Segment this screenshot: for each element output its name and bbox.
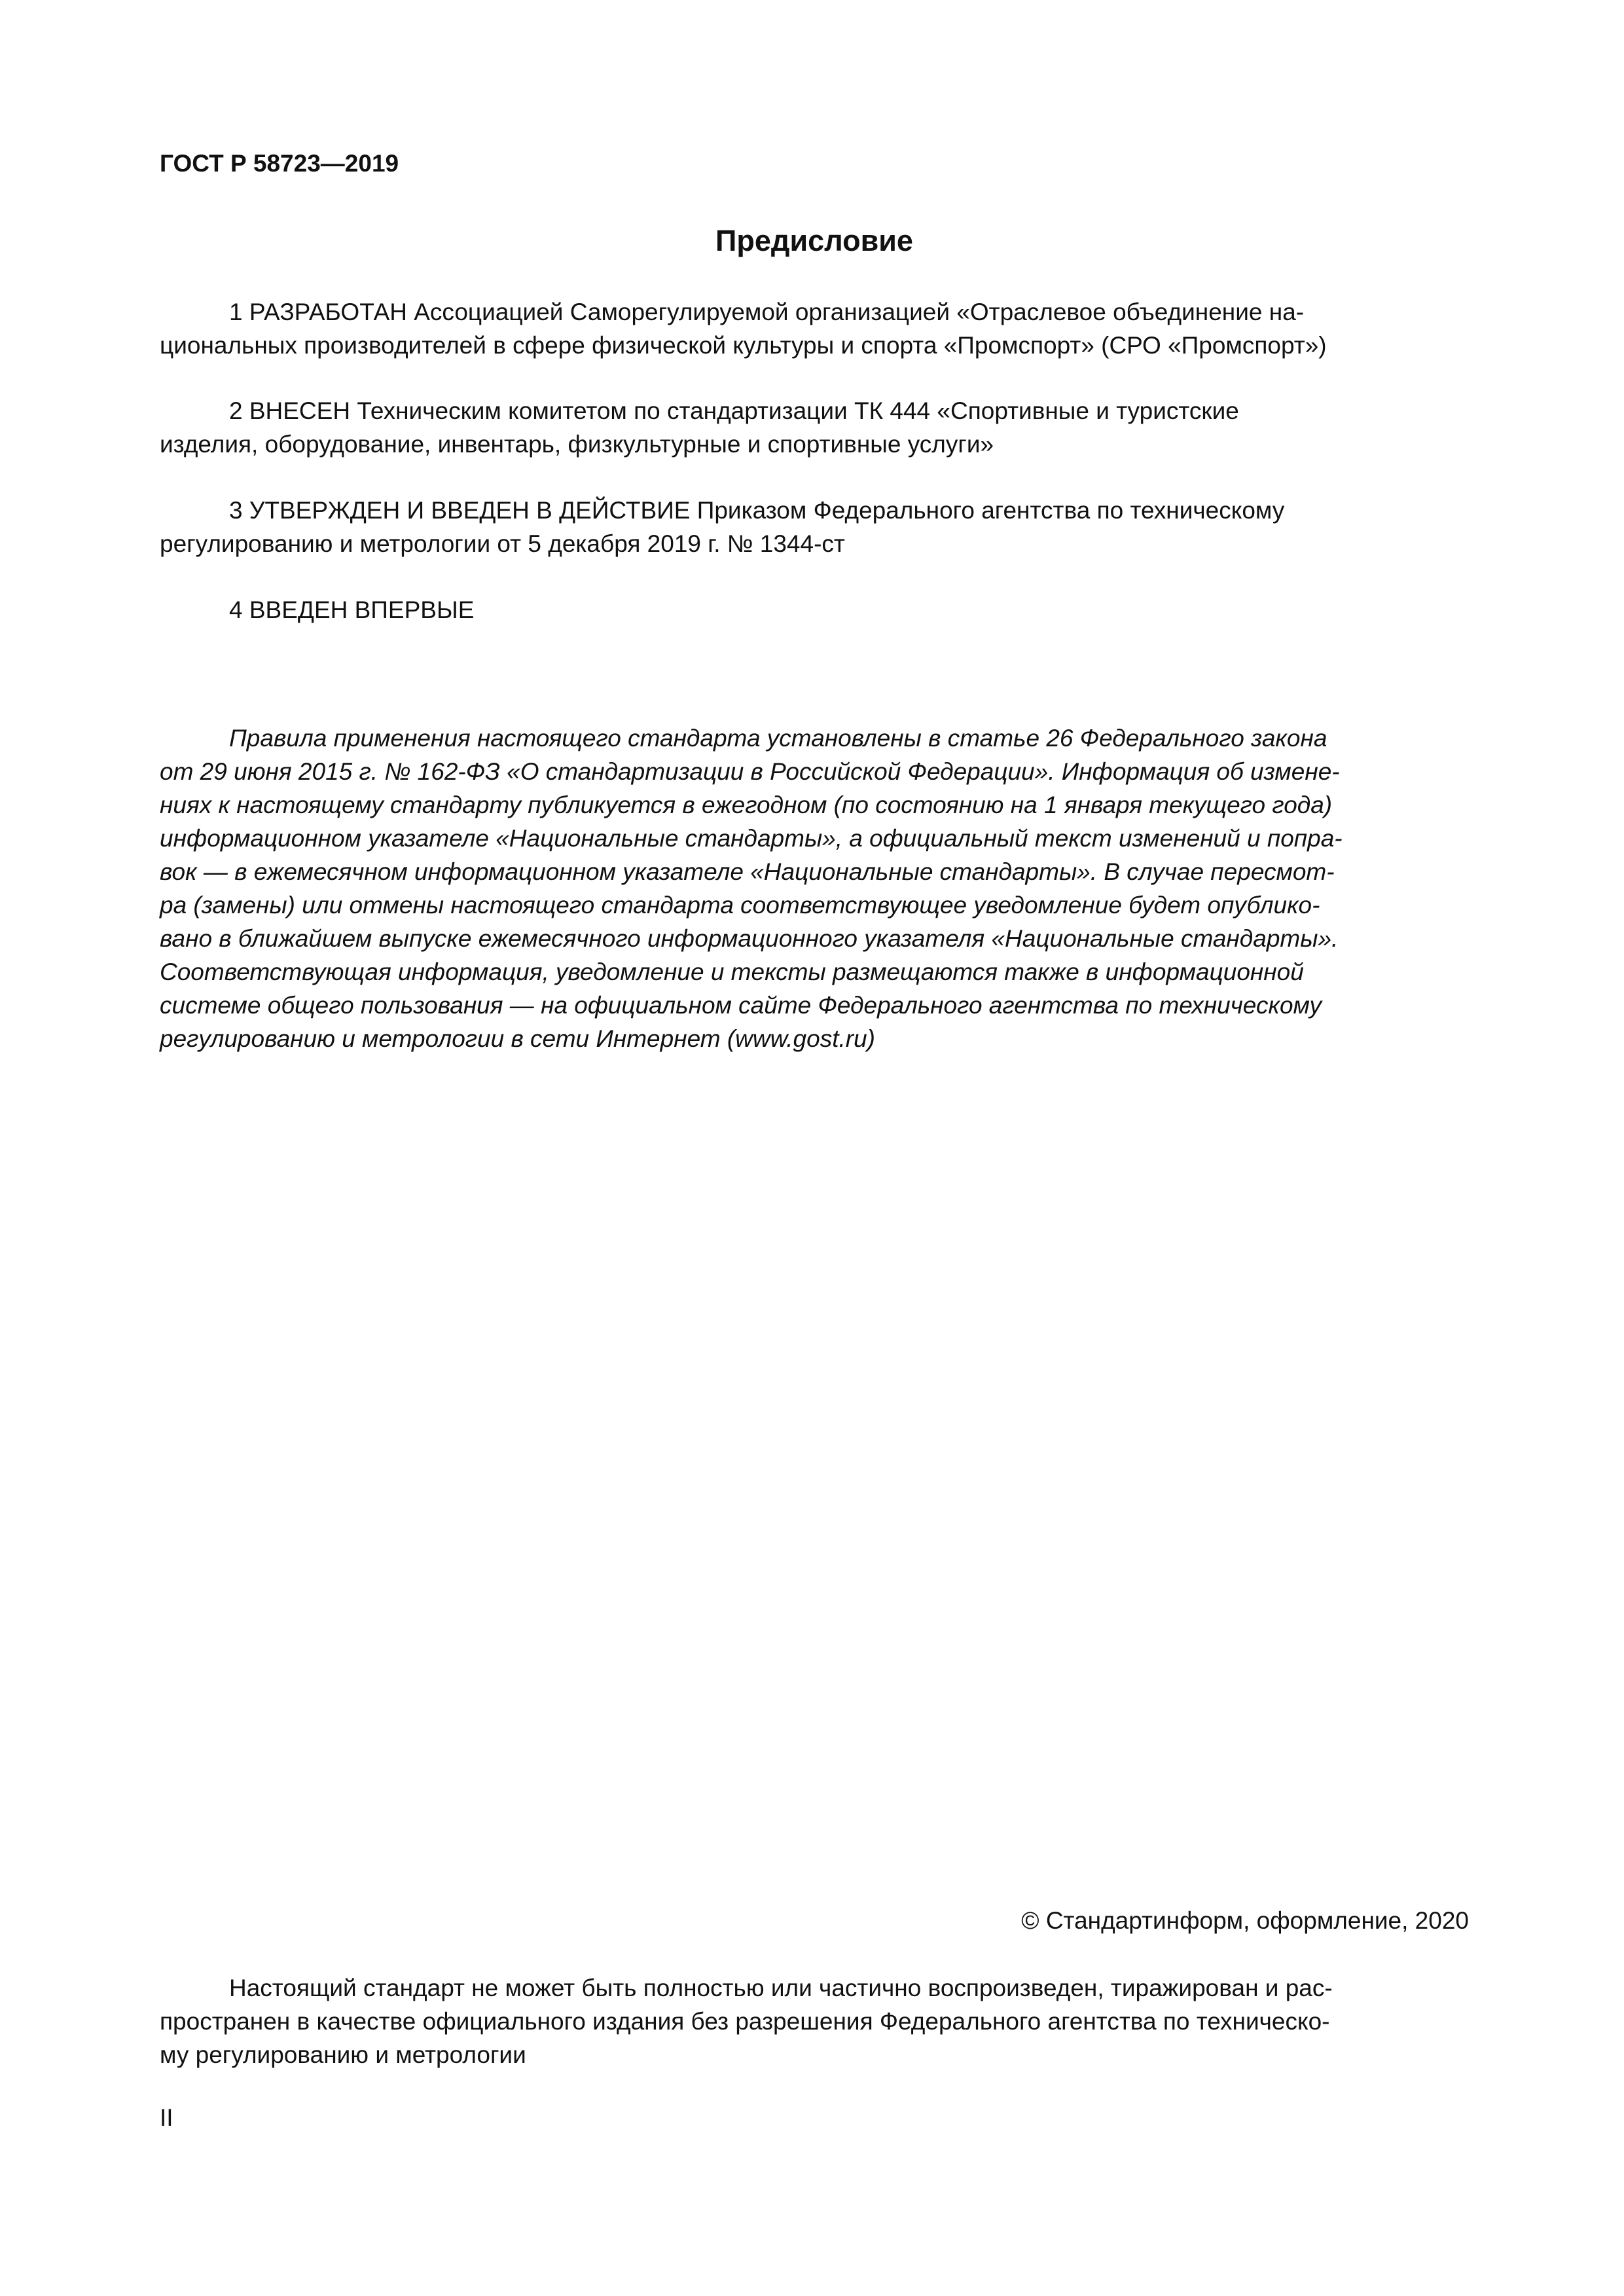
preface-item-2 [160,394,1469,461]
notice-line: ра (замены) или отмены настоящего стандарта соответствующее уведомление будет опублико- [160,892,1320,919]
preface-item-3 [160,494,1469,560]
preface-item-1-line-2: циональных производителей в сфере физической культуры и спорта «Промспорт» (СРО «Промспорт») [160,332,1327,359]
reproduction-line: му регулированию и метрологии [160,2041,526,2068]
notice-line: вок — в ежемесячном информационном указателе «Национальные стандарты». В случае пересмот- [160,858,1335,885]
application-rules-notice [160,721,1469,1055]
notice-line: информационном указателе «Национальные стандарты», а официальный текст изменений и попра- [160,825,1343,852]
preface-item-2-line-1: 2 ВНЕСЕН Техническим комитетом по стандартизации ТК 444 «Спортивные и туристские [229,397,1239,424]
preface-item-3-line-2: регулированию и метрологии от 5 декабря 2019 г. № 1344-ст [160,530,845,557]
preface-item-3-line-1: 3 УТВЕРЖДЕН И ВВЕДЕН В ДЕЙСТВИЕ Приказом Федерального агентства по техническому [229,497,1285,524]
notice-line: системе общего пользования — на официальном сайте Федерального агентства по техническому [160,992,1322,1019]
page-number: II [160,2104,173,2131]
notice-line: вано в ближайшем выпуске ежемесячного информационного указателя «Национальные стандарты». [160,925,1339,952]
notice-line: ниях к настоящему стандарту публикуется в ежегодном (по состоянию на 1 января текущего года) [160,792,1333,818]
copyright-notice: © Стандартинформ, оформление, 2020 [1021,1907,1469,1934]
preface-item-1-line-1: 1 РАЗРАБОТАН Ассоциацией Саморегулируемой организацией «Отраслевое объединение на- [229,299,1305,325]
reproduction-notice [160,1971,1469,2071]
notice-line: Соответствующая информация, уведомление и тексты размещаются также в информационной [160,958,1304,985]
document-code: ГОСТ Р 58723—2019 [160,150,399,177]
preface-item-2-line-2: изделия, оборудование, инвентарь, физкультурные и спортивные услуги» [160,431,994,458]
notice-line: регулированию и метрологии в сети Интернет (www.gost.ru) [160,1025,875,1052]
notice-line: от 29 июня 2015 г. № 162-ФЗ «О стандартизации в Российской Федерации». Информация об измене- [160,758,1340,785]
page-title: Предисловие [715,224,913,257]
notice-line: Правила применения настоящего стандарта установлены в статье 26 Федерального закона [229,725,1327,752]
reproduction-line: Настоящий стандарт не может быть полностью или частично воспроизведен, тиражирован и рас- [229,1975,1333,2001]
preface-item-1 [160,295,1469,362]
preface-item-4-line-1: 4 ВВЕДЕН ВПЕРВЫЕ [229,596,475,623]
reproduction-line: пространен в качестве официального издания без разрешения Федерального агентства по техническо- [160,2008,1330,2035]
preface-item-4 [160,593,1469,627]
